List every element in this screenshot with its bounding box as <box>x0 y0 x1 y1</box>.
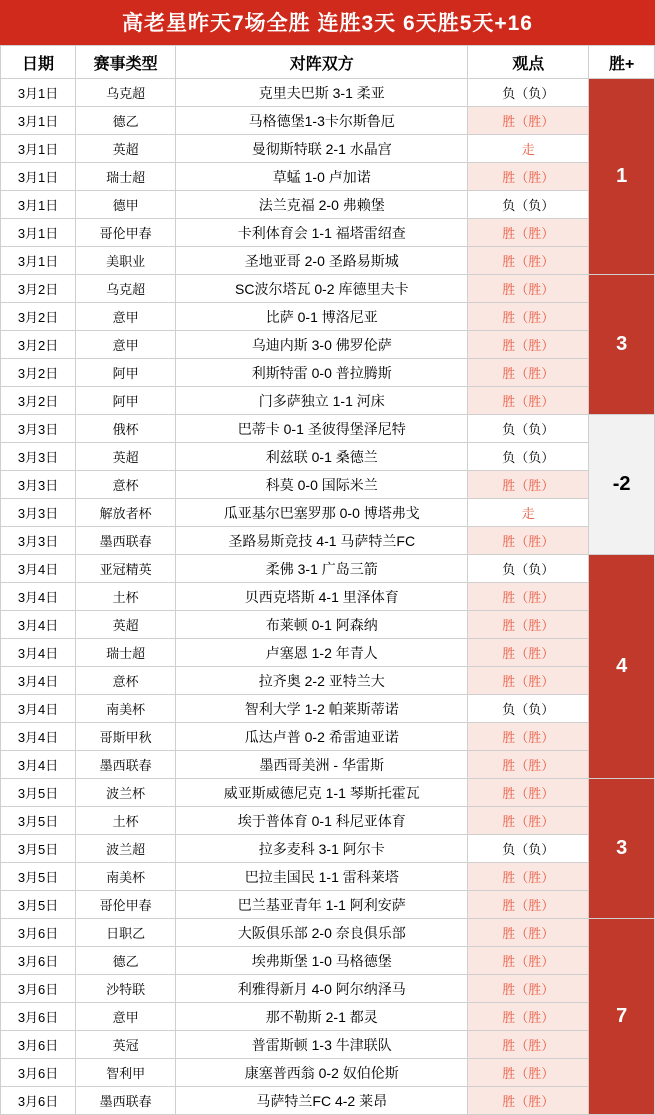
cell-match: 智利大学 1-2 帕莱斯蒂诺 <box>176 695 468 723</box>
cell-date: 3月2日 <box>1 359 76 387</box>
cell-match: 那不勒斯 2-1 都灵 <box>176 1003 468 1031</box>
cell-date: 3月5日 <box>1 891 76 919</box>
cell-league: 乌克超 <box>76 275 176 303</box>
cell-date: 3月5日 <box>1 863 76 891</box>
table-row <box>1 779 655 807</box>
table-row <box>1 331 655 359</box>
cell-match: 康塞普西翁 0-2 奴伯伦斯 <box>176 1059 468 1087</box>
cell-view: 胜（胜） <box>468 919 589 947</box>
cell-match: 巴拉圭国民 1-1 雷科莱塔 <box>176 863 468 891</box>
cell-league: 德甲 <box>76 191 176 219</box>
cell-match: 科莫 0-0 国际米兰 <box>176 471 468 499</box>
cell-league: 智利甲 <box>76 1059 176 1087</box>
cell-match: SC波尔塔瓦 0-2 库德里夫卡 <box>176 275 468 303</box>
cell-league: 英超 <box>76 135 176 163</box>
cell-league: 日职乙 <box>76 919 176 947</box>
table-row <box>1 471 655 499</box>
cell-date: 3月3日 <box>1 527 76 555</box>
cell-league: 英超 <box>76 443 176 471</box>
cell-match: 巴兰基亚青年 1-1 阿利安萨 <box>176 891 468 919</box>
cell-date: 3月6日 <box>1 1059 76 1087</box>
table-row <box>1 835 655 863</box>
cell-match: 利雅得新月 4-0 阿尔纳泽马 <box>176 975 468 1003</box>
cell-date: 3月2日 <box>1 331 76 359</box>
cell-match: 拉齐奥 2-2 亚特兰大 <box>176 667 468 695</box>
cell-league: 德乙 <box>76 947 176 975</box>
cell-view: 胜（胜） <box>468 471 589 499</box>
table-row <box>1 1031 655 1059</box>
cell-league: 南美杯 <box>76 863 176 891</box>
cell-date: 3月1日 <box>1 107 76 135</box>
cell-date: 3月1日 <box>1 163 76 191</box>
table-row <box>1 891 655 919</box>
cell-league: 土杯 <box>76 807 176 835</box>
table-row <box>1 807 655 835</box>
cell-match: 贝西克塔斯 4-1 里泽体育 <box>176 583 468 611</box>
table-header-row <box>1 46 655 79</box>
table-row <box>1 1059 655 1087</box>
table-row <box>1 191 655 219</box>
cell-match: 卢塞恩 1-2 年青人 <box>176 639 468 667</box>
cell-league: 墨西联春 <box>76 751 176 779</box>
cell-view: 胜（胜） <box>468 527 589 555</box>
cell-date: 3月6日 <box>1 1031 76 1059</box>
cell-streak: 1 <box>589 79 655 275</box>
cell-league: 意甲 <box>76 331 176 359</box>
cell-view: 胜（胜） <box>468 387 589 415</box>
table-row <box>1 107 655 135</box>
cell-date: 3月3日 <box>1 499 76 527</box>
cell-date: 3月3日 <box>1 415 76 443</box>
cell-view: 胜（胜） <box>468 303 589 331</box>
cell-view: 胜（胜） <box>468 639 589 667</box>
column-header-league: 赛事类型 <box>76 46 176 79</box>
cell-league: 瑞士超 <box>76 163 176 191</box>
cell-view: 胜（胜） <box>468 359 589 387</box>
cell-date: 3月1日 <box>1 219 76 247</box>
table-row <box>1 359 655 387</box>
table-row <box>1 303 655 331</box>
cell-date: 3月4日 <box>1 583 76 611</box>
cell-match: 埃弗斯堡 1-0 马格德堡 <box>176 947 468 975</box>
cell-view: 胜（胜） <box>468 275 589 303</box>
cell-date: 3月6日 <box>1 947 76 975</box>
cell-match: 圣地亚哥 2-0 圣路易斯城 <box>176 247 468 275</box>
cell-view: 胜（胜） <box>468 891 589 919</box>
cell-match: 瓜亚基尔巴塞罗那 0-0 博塔弗戈 <box>176 499 468 527</box>
cell-league: 沙特联 <box>76 975 176 1003</box>
cell-match: 瓜达卢普 0-2 希雷迪亚诺 <box>176 723 468 751</box>
cell-view: 胜（胜） <box>468 583 589 611</box>
cell-date: 3月2日 <box>1 275 76 303</box>
cell-league: 波兰杯 <box>76 779 176 807</box>
cell-view: 胜（胜） <box>468 107 589 135</box>
cell-league: 亚冠精英 <box>76 555 176 583</box>
cell-match: 巴蒂卡 0-1 圣彼得堡泽尼特 <box>176 415 468 443</box>
table-row <box>1 667 655 695</box>
cell-date: 3月6日 <box>1 1087 76 1115</box>
cell-league: 意甲 <box>76 1003 176 1031</box>
cell-view: 胜（胜） <box>468 1059 589 1087</box>
cell-view: 负（负） <box>468 695 589 723</box>
table-row <box>1 135 655 163</box>
cell-date: 3月4日 <box>1 639 76 667</box>
cell-league: 英超 <box>76 611 176 639</box>
cell-date: 3月6日 <box>1 1003 76 1031</box>
table-row <box>1 723 655 751</box>
table-row <box>1 583 655 611</box>
cell-match: 柔佛 3-1 广岛三箭 <box>176 555 468 583</box>
cell-league: 英冠 <box>76 1031 176 1059</box>
table-row <box>1 1003 655 1031</box>
cell-league: 土杯 <box>76 583 176 611</box>
cell-match: 布莱顿 0-1 阿森纳 <box>176 611 468 639</box>
column-header-match: 对阵双方 <box>176 46 468 79</box>
cell-view: 胜（胜） <box>468 751 589 779</box>
table-row <box>1 415 655 443</box>
table-row <box>1 611 655 639</box>
cell-date: 3月1日 <box>1 191 76 219</box>
cell-date: 3月4日 <box>1 611 76 639</box>
table-row <box>1 163 655 191</box>
cell-league: 美职业 <box>76 247 176 275</box>
table-row <box>1 499 655 527</box>
cell-match: 马萨特兰FC 4-2 莱昂 <box>176 1087 468 1115</box>
cell-league: 阿甲 <box>76 359 176 387</box>
table-row <box>1 219 655 247</box>
table-row <box>1 527 655 555</box>
table-row <box>1 695 655 723</box>
cell-match: 大阪俱乐部 2-0 奈良俱乐部 <box>176 919 468 947</box>
cell-date: 3月6日 <box>1 919 76 947</box>
table-row <box>1 1087 655 1115</box>
cell-match: 墨西哥美洲 - 华雷斯 <box>176 751 468 779</box>
cell-view: 胜（胜） <box>468 1087 589 1115</box>
cell-league: 俄杯 <box>76 415 176 443</box>
cell-match: 拉多麦科 3-1 阿尔卡 <box>176 835 468 863</box>
page-title: 高老星昨天7场全胜 连胜3天 6天胜5天+16 <box>0 0 655 45</box>
cell-view: 胜（胜） <box>468 219 589 247</box>
cell-match: 埃于普体育 0-1 科尼亚体育 <box>176 807 468 835</box>
cell-view: 胜（胜） <box>468 863 589 891</box>
cell-date: 3月5日 <box>1 835 76 863</box>
cell-match: 草蜢 1-0 卢加诺 <box>176 163 468 191</box>
cell-match: 门多萨独立 1-1 河床 <box>176 387 468 415</box>
cell-view: 胜（胜） <box>468 779 589 807</box>
cell-match: 乌迪内斯 3-0 佛罗伦萨 <box>176 331 468 359</box>
cell-date: 3月2日 <box>1 303 76 331</box>
cell-league: 德乙 <box>76 107 176 135</box>
table-row <box>1 443 655 471</box>
cell-date: 3月5日 <box>1 779 76 807</box>
cell-league: 哥斯甲秋 <box>76 723 176 751</box>
table-row <box>1 947 655 975</box>
column-header-date: 日期 <box>1 46 76 79</box>
cell-league: 南美杯 <box>76 695 176 723</box>
cell-match: 曼彻斯特联 2-1 水晶宫 <box>176 135 468 163</box>
cell-streak: 3 <box>589 779 655 919</box>
cell-league: 意杯 <box>76 667 176 695</box>
cell-date: 3月4日 <box>1 751 76 779</box>
cell-league: 墨西联春 <box>76 1087 176 1115</box>
cell-view: 胜（胜） <box>468 667 589 695</box>
table-body <box>1 79 655 1115</box>
table-row <box>1 975 655 1003</box>
column-header-streak: 胜+ <box>589 46 655 79</box>
cell-view: 负（负） <box>468 835 589 863</box>
cell-view: 负（负） <box>468 191 589 219</box>
cell-streak: 7 <box>589 919 655 1115</box>
table-row <box>1 387 655 415</box>
cell-date: 3月1日 <box>1 79 76 107</box>
table-row <box>1 275 655 303</box>
cell-view: 负（负） <box>468 415 589 443</box>
cell-league: 墨西联春 <box>76 527 176 555</box>
table-row <box>1 751 655 779</box>
cell-view: 胜（胜） <box>468 611 589 639</box>
cell-league: 哥伦甲春 <box>76 891 176 919</box>
cell-view: 负（负） <box>468 555 589 583</box>
table-row <box>1 919 655 947</box>
cell-league: 阿甲 <box>76 387 176 415</box>
cell-match: 马格德堡1-3卡尔斯鲁厄 <box>176 107 468 135</box>
column-header-view: 观点 <box>468 46 589 79</box>
cell-match: 卡利体育会 1-1 福塔雷绍查 <box>176 219 468 247</box>
cell-match: 威亚斯威德尼克 1-1 琴斯托霍瓦 <box>176 779 468 807</box>
table-row <box>1 247 655 275</box>
cell-date: 3月3日 <box>1 471 76 499</box>
cell-match: 利兹联 0-1 桑德兰 <box>176 443 468 471</box>
cell-date: 3月4日 <box>1 555 76 583</box>
table-row <box>1 863 655 891</box>
cell-date: 3月5日 <box>1 807 76 835</box>
cell-date: 3月2日 <box>1 387 76 415</box>
cell-league: 波兰超 <box>76 835 176 863</box>
cell-league: 意杯 <box>76 471 176 499</box>
cell-date: 3月6日 <box>1 975 76 1003</box>
cell-match: 普雷斯顿 1-3 牛津联队 <box>176 1031 468 1059</box>
cell-view: 负（负） <box>468 79 589 107</box>
cell-view: 胜（胜） <box>468 723 589 751</box>
cell-view: 胜（胜） <box>468 163 589 191</box>
cell-league: 哥伦甲春 <box>76 219 176 247</box>
cell-match: 利斯特雷 0-0 普拉腾斯 <box>176 359 468 387</box>
cell-date: 3月1日 <box>1 247 76 275</box>
cell-league: 意甲 <box>76 303 176 331</box>
table-row <box>1 79 655 107</box>
table-row <box>1 555 655 583</box>
results-table <box>0 45 655 1115</box>
cell-match: 比萨 0-1 博洛尼亚 <box>176 303 468 331</box>
cell-match: 法兰克福 2-0 弗赖堡 <box>176 191 468 219</box>
cell-view: 负（负） <box>468 443 589 471</box>
cell-league: 瑞士超 <box>76 639 176 667</box>
cell-streak: 3 <box>589 275 655 415</box>
cell-view: 胜（胜） <box>468 1031 589 1059</box>
cell-date: 3月4日 <box>1 667 76 695</box>
cell-date: 3月4日 <box>1 723 76 751</box>
cell-match: 圣路易斯竞技 4-1 马萨特兰FC <box>176 527 468 555</box>
cell-league: 乌克超 <box>76 79 176 107</box>
cell-view: 胜（胜） <box>468 1003 589 1031</box>
cell-view: 胜（胜） <box>468 947 589 975</box>
cell-view: 胜（胜） <box>468 807 589 835</box>
cell-league: 解放者杯 <box>76 499 176 527</box>
cell-view: 胜（胜） <box>468 247 589 275</box>
cell-view: 走 <box>468 135 589 163</box>
cell-view: 胜（胜） <box>468 975 589 1003</box>
cell-date: 3月1日 <box>1 135 76 163</box>
cell-streak: 4 <box>589 555 655 779</box>
cell-view: 走 <box>468 499 589 527</box>
cell-view: 胜（胜） <box>468 331 589 359</box>
cell-date: 3月3日 <box>1 443 76 471</box>
cell-date: 3月4日 <box>1 695 76 723</box>
cell-match: 克里夫巴斯 3-1 柔亚 <box>176 79 468 107</box>
table-row <box>1 639 655 667</box>
cell-streak: -2 <box>589 415 655 555</box>
